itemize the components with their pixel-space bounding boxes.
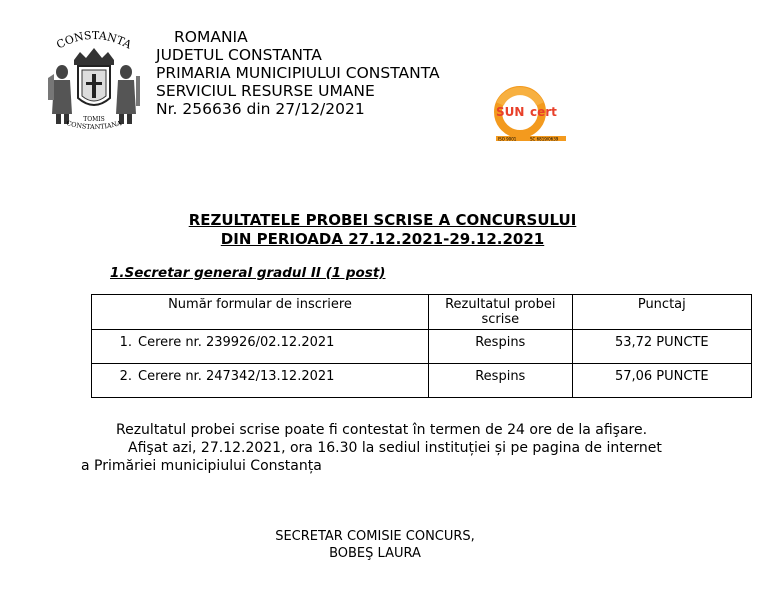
suncert-logo <box>492 86 572 146</box>
svg-text:ISO 9001: ISO 9001 <box>498 136 517 142</box>
document-title-line1: REZULTATELE PROBEI SCRISE A CONCURSULUI <box>188 211 577 229</box>
posting-notice: Afişat azi, 27.12.2021, ora 16.30 la sediul instituției și pe pagina de internet <box>128 440 662 456</box>
signature-role: SECRETAR COMISIE CONCURS, <box>275 529 475 544</box>
header-county: JUDETUL CONSTANTA <box>156 46 322 64</box>
row-number: 1. <box>119 335 132 350</box>
table-row <box>92 364 752 398</box>
header-country: ROMANIA <box>174 28 248 46</box>
column-header-punctaj: Punctaj <box>572 295 751 330</box>
table-row <box>92 330 752 364</box>
svg-text:TOMIS: TOMIS <box>83 116 105 123</box>
coat-of-arms-logo <box>44 30 144 132</box>
cell-rezultat: Respins <box>428 364 572 398</box>
posting-notice-cont: a Primăriei municipiului Constanța <box>81 458 322 474</box>
section-heading: 1.Secretar general gradul II (1 post) <box>110 265 386 281</box>
signature-name: BOBEŞ LAURA <box>329 546 421 561</box>
cell-punctaj: 53,72 PUNCTE <box>572 330 751 364</box>
column-header-rezultat: Rezultatul probei scrise <box>428 295 572 330</box>
cell-punctaj: 57,06 PUNCTE <box>572 364 751 398</box>
svg-text:SUN: SUN <box>496 105 525 119</box>
header-reference-number: Nr. 256636 din 27/12/2021 <box>156 100 365 118</box>
header-institution: PRIMARIA MUNICIPIULUI CONSTANTA <box>156 64 440 82</box>
results-table <box>91 294 752 398</box>
svg-text:CONSTANTIANA: CONSTANTIANA <box>65 119 123 132</box>
row-number: 2. <box>119 369 132 384</box>
svg-text:cert: cert <box>530 105 557 119</box>
row-formular-text: Cerere nr. 239926/02.12.2021 <box>138 335 335 350</box>
cell-formular <box>92 330 429 364</box>
cell-rezultat: Respins <box>428 330 572 364</box>
table-header-row <box>92 295 752 330</box>
row-formular-text: Cerere nr. 247342/13.12.2021 <box>138 369 335 384</box>
svg-text:SC 6819/0639: SC 6819/0639 <box>530 136 559 142</box>
header-department: SERVICIUL RESURSE UMANE <box>156 82 375 100</box>
document-title-line2: DIN PERIOADA 27.12.2021-29.12.2021 <box>220 230 545 248</box>
contest-notice: Rezultatul probei scrise poate fi contestat în termen de 24 ore de la afişare. <box>116 422 648 438</box>
cell-formular <box>92 364 429 398</box>
svg-text:CONSTANTA: CONSTANTA <box>54 30 134 52</box>
column-header-formular: Număr formular de inscriere <box>92 295 429 330</box>
